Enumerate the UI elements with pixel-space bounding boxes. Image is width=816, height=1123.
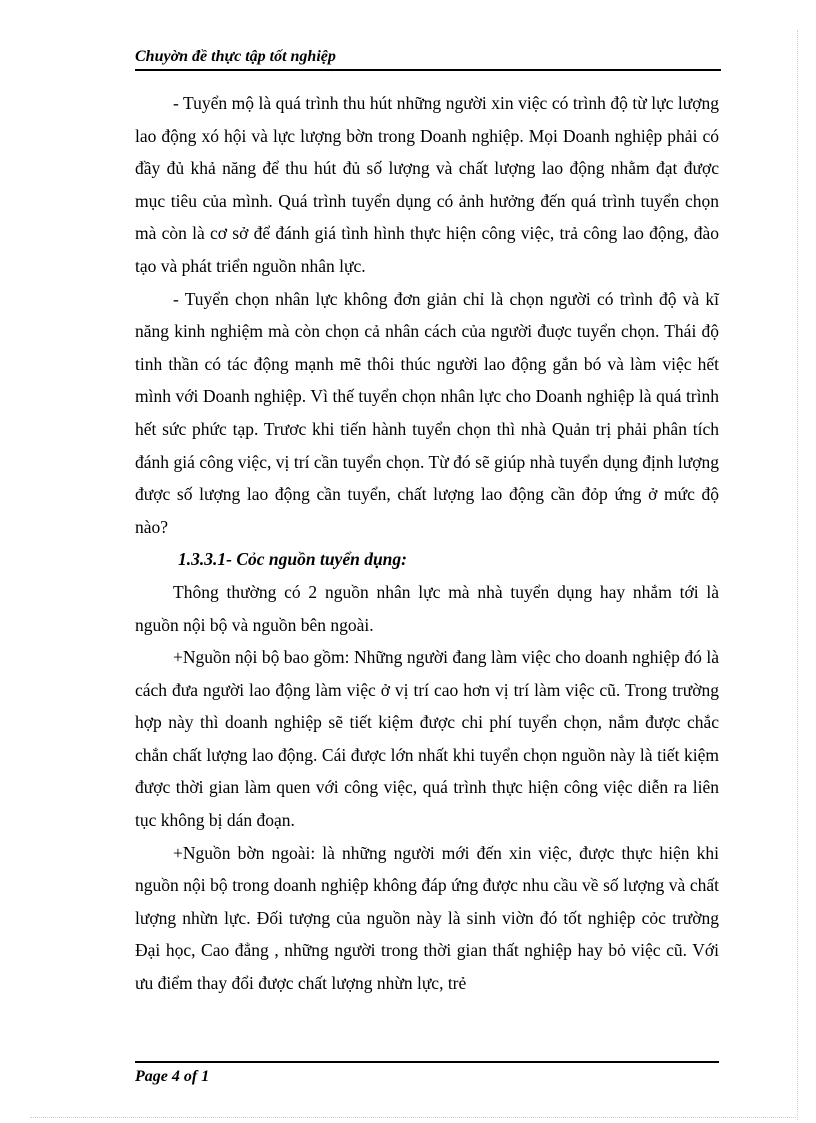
paragraph-internal-source: +Nguồn nội bộ bao gồm: Những người đang làm việc cho doanh nghiệp đó là cách đưa người lao động làm việc ở vị trí cao hơn vị trí làm việc cũ. Trong trường hợp này thì doanh nghiệp sẽ tiết kiệm được chi phí tuyển chọn, nắm được chắc chắn chất lượng lao động. Cái được lớn nhất khi tuyển chọn nguồn này là tiết kiệm được thời gian làm quen với công việc, quá trình thực hiện công việc diễn ra liên tục không bị dán đoạn. [135,647,719,831]
paragraph-selection: - Tuyển chọn nhân lực không đơn giản chỉ là chọn người có trình độ và kĩ năng kinh nghiệm mà còn chọn cả nhân cách của người đuợc tuyển chọn. Thái độ tinh thần có tác động mạnh mẽ thôi thúc người lao động gắn bó và làm việc hết mình với Doanh nghiệp. Vì thế tuyển chọn nhân lực cho Doanh nghiệp là quá trình hết sức phức tạp. Trươc khi tiến hành tuyển chọn thì nhà Quản trị phải phân tích đánh giá công việc, vị trí cần tuyển chọn. Từ đó sẽ giúp nhà tuyển dụng định lượng được số lượng lao động cần tuyển, chất lượng lao động cần đỏp ứng ở mức độ nào? [135,288,719,537]
section-heading: 1.3.3.1- Cỏc nguồn tuyển dụng: [178,549,407,570]
header-divider [135,69,721,71]
paragraph-external-source: +Nguồn bờn ngoài: là những người mới đến xin việc, được thực hiện khi nguồn nội bộ trong doanh nghiệp không đáp ứng được nhu cầu về số lượng và chất lượng nhừn lực. Đối tượng của nguồn này là sinh viờn đó tốt nghiệp cỏc trường Đại học, Cao đẳng , những người trong thời gian thất nghiệp hay bỏ việc cũ. Với ưu điểm thay đổi được chất lượng nhừn lực, trẻ [135,842,719,994]
page-margin-guide-right [797,30,798,1120]
page-number: Page 4 of 1 [135,1068,210,1085]
footer-divider [135,1061,719,1063]
document-body [135,87,719,1000]
paragraph-recruitment: - Tuyển mộ là quá trình thu hút những người xin việc có trình độ từ lực lượng lao động xó hội và lực lượng bờn trong Doanh nghiệp. Mọi Doanh nghiệp phải có đầy đủ khả năng để thu hút đủ số lượng và chất lượng lao động nhằm đạt được mục tiêu của mình. Quá trình tuyển dụng có ảnh hưởng đến quá trình tuyển chọn mà còn là cơ sở để đánh giá tình hình thực hiện công việc, trả công lao động, đào tạo và phát triển nguồn nhân lực. [135,93,719,276]
paragraph-sources-intro: Thông thường có 2 nguồn nhân lực mà nhà tuyển dụng hay nhắm tới là nguồn nội bộ và nguồn bên ngoài. [135,581,719,635]
page-header-title: Chuyờn đề thực tập tốt nghiệp [135,48,336,65]
page-margin-guide-bottom [30,1117,798,1118]
